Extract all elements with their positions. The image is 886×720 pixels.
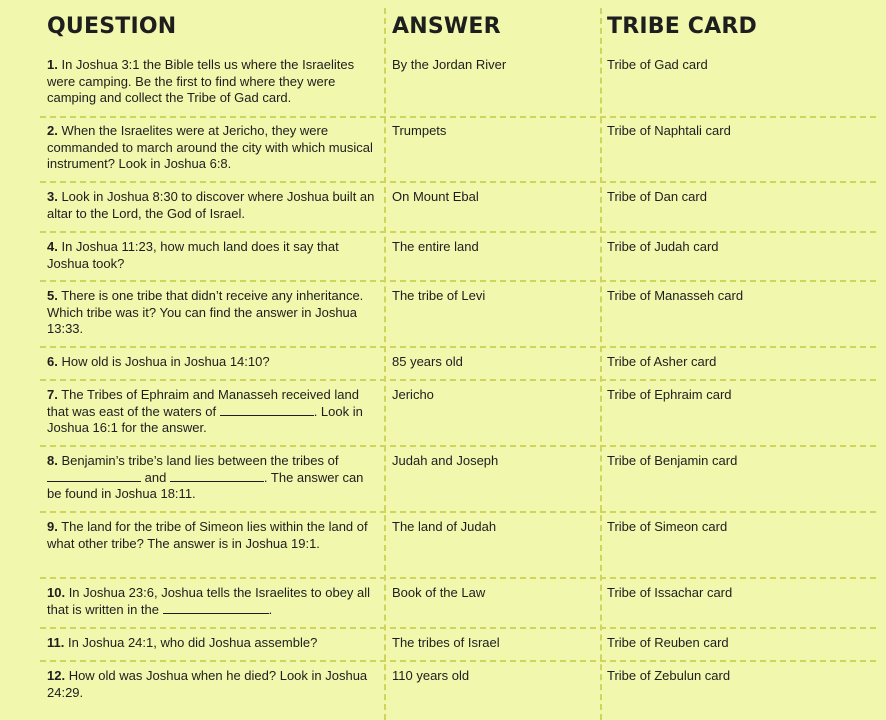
- question-text: How old is Joshua in Joshua 14:10?: [57, 354, 270, 369]
- question-number: 9.: [47, 519, 58, 534]
- fill-in-blank: [220, 404, 314, 416]
- question-number: 7.: [47, 387, 58, 402]
- question-cell: [47, 288, 379, 338]
- question-number: 5.: [47, 288, 58, 303]
- tribe-card-cell: Tribe of Naphtali card: [607, 123, 731, 138]
- row-divider: [40, 116, 876, 118]
- question-text: Look in Joshua 8:30 to discover where Joshua built an altar to the Lord, the God of Israel.: [47, 189, 375, 221]
- answer-cell: The tribe of Levi: [392, 288, 486, 303]
- question-number: 10.: [47, 585, 66, 600]
- question-text: The Tribes of Ephraim and Manasseh received land that was east of the waters of: [47, 387, 359, 419]
- question-cell: [47, 585, 379, 618]
- answer-cell: Judah and Joseph: [392, 453, 499, 468]
- column-divider: [384, 8, 386, 720]
- question-number: 4.: [47, 239, 58, 254]
- row-divider: [40, 280, 876, 282]
- question-text: In Joshua 3:1 the Bible tells us where the Israelites were camping. Be the first to find where they were camping and collect the Tribe of Gad card.: [47, 57, 355, 105]
- tribe-card-cell: Tribe of Zebulun card: [607, 668, 731, 683]
- question-cell: [47, 387, 379, 437]
- question-cell: [47, 635, 379, 652]
- tribe-card-cell: Tribe of Reuben card: [607, 635, 729, 650]
- question-cell: [47, 453, 379, 503]
- question-cell: [47, 668, 379, 701]
- answer-cell: The entire land: [392, 239, 479, 254]
- question-cell: [47, 123, 379, 173]
- question-number: 8.: [47, 453, 58, 468]
- tribe-card-cell: Tribe of Issachar card: [607, 585, 733, 600]
- row-divider: [40, 346, 876, 348]
- question-number: 6.: [47, 354, 58, 369]
- row-divider: [40, 660, 876, 662]
- tribe-card-cell: Tribe of Manasseh card: [607, 288, 744, 303]
- answer-cell: Trumpets: [392, 123, 447, 138]
- answer-column-header: ANSWER: [392, 14, 501, 39]
- question-text: In Joshua 11:23, how much land does it say that Joshua took?: [47, 239, 339, 271]
- question-cell: [47, 189, 379, 222]
- question-cell: [47, 239, 379, 272]
- row-divider: [40, 379, 876, 381]
- tribe-card-cell: Tribe of Benjamin card: [607, 453, 738, 468]
- tribe-card-cell: Tribe of Judah card: [607, 239, 719, 254]
- question-text: and: [141, 469, 170, 485]
- question-number: 2.: [47, 123, 58, 138]
- answer-cell: 85 years old: [392, 354, 463, 369]
- fill-in-blank: [170, 470, 264, 482]
- question-text: In Joshua 24:1, who did Joshua assemble?: [64, 635, 318, 650]
- tribe-card-cell: Tribe of Gad card: [607, 57, 708, 72]
- answer-cell: Jericho: [392, 387, 434, 402]
- question-number: 1.: [47, 57, 58, 72]
- question-text: . The answer can be found in Joshua 18:11.: [47, 469, 364, 501]
- row-divider: [40, 231, 876, 233]
- tribe-card-cell: Tribe of Simeon card: [607, 519, 728, 534]
- question-text: The land for the tribe of Simeon lies within the land of what other tribe? The answer is in Joshua 19:1.: [47, 519, 368, 551]
- answer-cell: By the Jordan River: [392, 57, 507, 72]
- question-number: 11.: [47, 635, 65, 650]
- row-divider: [40, 181, 876, 183]
- question-number: 3.: [47, 189, 58, 204]
- tribe-card-column-header: TRIBE CARD: [607, 14, 757, 39]
- question-text: In Joshua 23:6, Joshua tells the Israelites to obey all that is written in the: [47, 585, 371, 617]
- row-divider: [40, 627, 876, 629]
- question-text: . Look in Joshua 16:1 for the answer.: [47, 403, 363, 435]
- question-text: There is one tribe that didn’t receive any inheritance. Which tribe was it? You can find the answer in Joshua 13:33.: [47, 288, 364, 336]
- row-divider: [40, 577, 876, 579]
- fill-in-blank: [47, 470, 141, 482]
- question-text: Benjamin’s tribe’s land lies between the tribes of: [57, 453, 339, 468]
- fill-in-blank: [163, 602, 269, 614]
- question-text: .: [268, 601, 273, 617]
- question-text: How old was Joshua when he died? Look in Joshua 24:29.: [47, 668, 368, 700]
- question-number: 12.: [47, 668, 66, 683]
- question-cell: [47, 519, 379, 552]
- row-divider: [40, 445, 876, 447]
- answer-cell: 110 years old: [392, 668, 470, 683]
- answer-cell: The tribes of Israel: [392, 635, 500, 650]
- question-text: When the Israelites were at Jericho, they were commanded to march around the city with which musical instrument? Look in Joshua 6:8.: [47, 123, 373, 171]
- question-cell: [47, 57, 379, 107]
- tribe-card-cell: Tribe of Asher card: [607, 354, 717, 369]
- answer-cell: Book of the Law: [392, 585, 486, 600]
- answer-cell: The land of Judah: [392, 519, 497, 534]
- question-cell: [47, 354, 379, 371]
- row-divider: [40, 511, 876, 513]
- tribe-card-cell: Tribe of Dan card: [607, 189, 707, 204]
- answer-cell: On Mount Ebal: [392, 189, 479, 204]
- column-divider: [600, 8, 602, 720]
- question-column-header: QUESTION: [47, 14, 177, 39]
- tribe-card-cell: Tribe of Ephraim card: [607, 387, 732, 402]
